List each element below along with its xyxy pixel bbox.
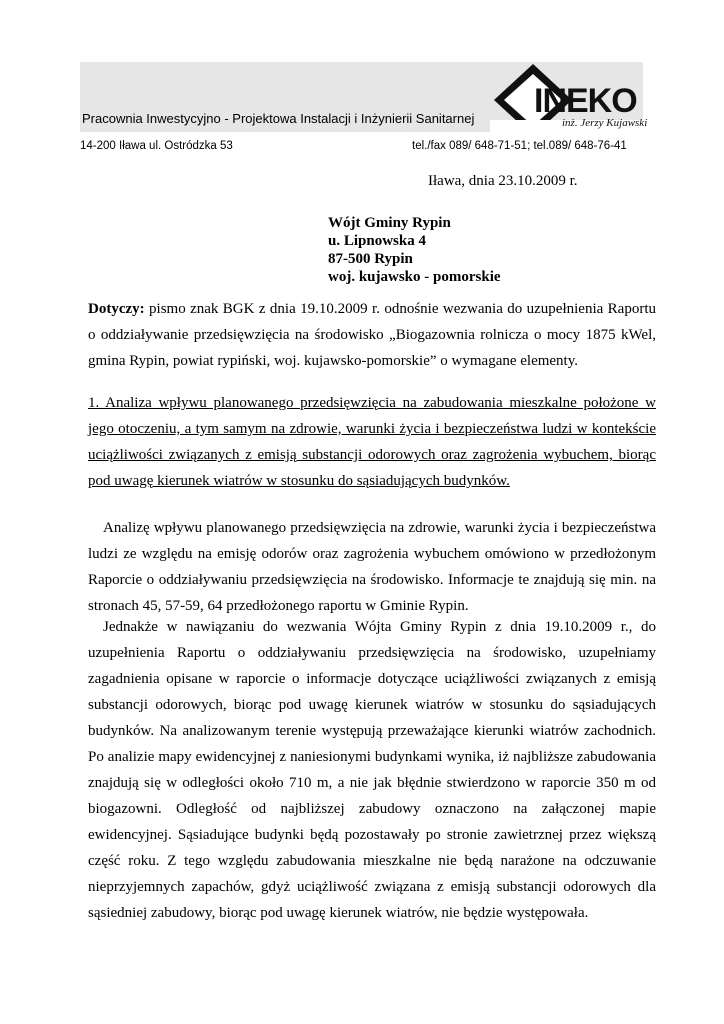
recipient-region: woj. kujawsko - pomorskie [328,269,501,285]
subject-paragraph [88,296,656,374]
recipient-name: Wójt Gminy Rypin [328,215,451,231]
recipient-city: 87-500 Rypin [328,251,413,267]
company-phones: tel./fax 089/ 648-71-51; tel.089/ 648-76-41 [412,140,627,152]
subject-text: pismo znak BGK z dnia 19.10.2009 r. odnośnie wezwania do uzupełnienia Raportu o oddziaływanie przedsięwzięcia na środowisko „Biogazownia rolnicza o mocy 1875 kWel, gmina Rypin, powiat rypiński, woj. kujawsko-pomorskie” o wymagane elementy. [88,301,656,369]
body-paragraph: Analizę wpływu planowanego przedsięwzięcia na zdrowie, warunki życia i bezpieczeństwa ludzi ze względu na emisję odorów oraz zagrożenia wybuchem omówiono w przedłożonym Raporcie o oddziaływaniu przedsięwzięcia na środowisko. Informacje te znajdują się min. na stronach 45, 57-59, 64 przedłożonego raportu w Gminie Rypin. [88,520,656,614]
company-logo [490,64,648,134]
recipient-block [328,214,501,286]
body-paragraph: Jednakże w nawiązaniu do wezwania Wójta Gminy Rypin z dnia 19.10.2009 r., do uzupełnienia Raportu o oddziaływaniu przedsięwzięcia na środowisko, uzupełniamy zagadnienia opisane w raporcie o informacje dotyczące uciążliwości związanych z emisją substancji odorowych, biorąc pod uwagę kierunek wiatrów w stosunku do sąsiadujących budynków. Na analizowanym terenie występują przeważające kierunki wiatrów zachodnich. Po analizie mapy ewidencyjnej z naniesionymi budynkami wynika, iż najbliższe zabudowania znajdują się w odległości około 710 m, a nie jak błędnie stwierdzono w raporcie 350 m od biogazowni. Odległość od najbliższej zabudowy oznaczono na załączonej mapie ewidencyjnej. Sąsiadujące budynki będą pozostawały po stronie zawietrznej przez większą część roku. Z tego względu zabudowania mieszkalne nie będą narażone na odczuwanie nieprzyjemnych zapachów, gdyż uciążliwość związana z emisją substancji odorowych dla sąsiedniej zabudowy, biorąc pod uwagę kierunek wiatrów, nie będzie występowała. [88,619,656,921]
company-address: 14-200 Iława ul. Ostródzka 53 [80,140,233,152]
logo-text: INEKO [534,82,637,120]
subject-label: Dotyczy: [88,301,145,317]
company-name: Pracownia Inwestycyjno - Projektowa Instalacji i Inżynierii Sanitarnej [82,111,475,126]
point-1-heading: 1. Analiza wpływu planowanego przedsięwzięcia na zabudowania mieszkalne położone w jego otoczeniu, a tym samym na zdrowie, warunki życia i bezpieczeństwa ludzi w kontekście uciążliwości związanych z emisją substancji odorowych oraz zagrożenia wybuchem, biorąc pod uwagę kierunek wiatrów w stosunku do sąsiadujących budynków. [88,395,656,489]
logo-subtitle: inż. Jerzy Kujawski [562,117,648,129]
place-date: Iława, dnia 23.10.2009 r. [428,173,578,189]
recipient-street: u. Lipnowska 4 [328,233,426,249]
